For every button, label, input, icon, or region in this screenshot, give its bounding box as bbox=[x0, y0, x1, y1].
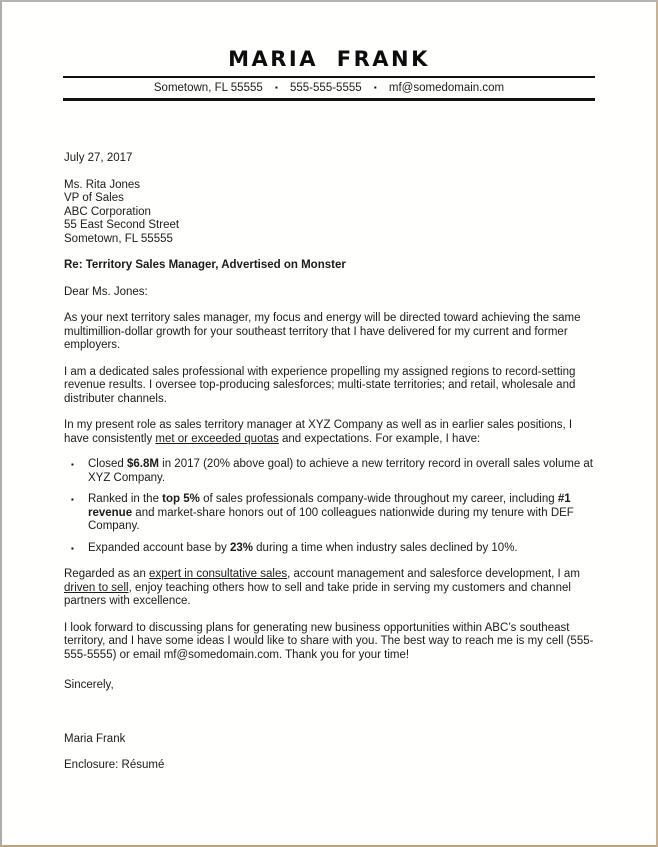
underline-run: met or exceeded quotas bbox=[155, 432, 279, 445]
bullet-text bbox=[88, 542, 594, 556]
header-rule-top bbox=[63, 76, 595, 78]
body-paragraph bbox=[64, 622, 594, 663]
text-run: , enjoy teaching others how to sell and take pride in serving my customers and channel partners with excellence. bbox=[64, 581, 571, 607]
text-run: Expanded account base by bbox=[88, 541, 230, 554]
text-run: in 2017 (20% above goal) to achieve a new territory record in overall sales volume at XYZ Company. bbox=[88, 458, 594, 484]
contact-line bbox=[63, 80, 595, 96]
subject-line: Re: Territory Sales Manager, Advertised on Monster bbox=[64, 259, 346, 271]
letter-header bbox=[2, 46, 656, 101]
bullet-marker-icon: ▪ bbox=[71, 495, 74, 504]
bullet-item bbox=[64, 542, 594, 556]
body-paragraph bbox=[64, 366, 594, 407]
bold-run: 23% bbox=[229, 541, 253, 554]
bullet-separator-icon: ▪ bbox=[274, 83, 278, 92]
text-run: I am a dedicated sales professional with experience propelling my assigned regions to record-setting revenue results. I oversee top-producing salesforces; multi-state territories; and retail, wholesale and distributer channels. bbox=[64, 365, 576, 405]
bullet-text bbox=[88, 493, 594, 534]
bullet-text bbox=[88, 458, 594, 485]
bold-run: top 5% bbox=[162, 493, 200, 505]
contact-phone: 555-555-5555 bbox=[290, 82, 362, 94]
text-run: and market-share honors out of 100 colleagues nationwide during my tenure with DEF Company. bbox=[88, 506, 574, 532]
bullet-item bbox=[64, 458, 594, 485]
bullet-marker-icon: ▪ bbox=[71, 543, 74, 553]
recipient-name: Ms. Rita Jones bbox=[64, 178, 141, 191]
bold-run: #1 revenue bbox=[88, 493, 571, 519]
letter-body-container bbox=[64, 152, 594, 773]
text-run: Ranked in the bbox=[88, 493, 163, 505]
letter-date: July 27, 2017 bbox=[64, 152, 133, 164]
recipient-address bbox=[64, 179, 594, 247]
bullet-item bbox=[64, 493, 594, 534]
signature-name: Maria Frank bbox=[64, 732, 126, 745]
body-paragraph bbox=[64, 568, 594, 609]
bold-run: $6.8M bbox=[127, 458, 159, 470]
underline-run: expert in consultative sales bbox=[149, 568, 288, 580]
bullet-list bbox=[64, 458, 594, 555]
text-run: and expectations. For example, I have: bbox=[278, 432, 481, 445]
recipient-street: 55 East Second Street bbox=[64, 219, 180, 231]
body-paragraph bbox=[64, 312, 594, 353]
underline-run: driven to sell bbox=[64, 581, 129, 594]
text-run: I look forward to discussing plans for generating new business opportunities within ABC’s southeast territory, and I have some ideas I would like to share with you. The best way to reach me is my cell (555-555-5555) or email mf@somedomain.com. Thank you for your time! bbox=[64, 621, 594, 661]
text-run: during a time when industry sales declined by 10%. bbox=[252, 541, 518, 554]
recipient-company: ABC Corporation bbox=[64, 205, 151, 218]
body-paragraph bbox=[64, 419, 594, 446]
contact-location: Sometown, FL 55555 bbox=[153, 82, 263, 94]
letter-body bbox=[64, 312, 594, 662]
contact-email: mf@somedomain.com bbox=[388, 82, 505, 94]
salutation: Dear Ms. Jones: bbox=[64, 285, 148, 298]
text-run: Closed bbox=[88, 458, 127, 470]
header-rule-bottom bbox=[63, 98, 595, 101]
closing: Sincerely, bbox=[64, 679, 114, 691]
enclosure-note: Enclosure: Résumé bbox=[64, 759, 165, 771]
text-run: , account management and salesforce development, I am bbox=[287, 568, 580, 580]
text-run: In my present role as sales territory manager at XYZ Company as well as in earlier sales positions, I have consistently bbox=[64, 419, 573, 445]
text-run: Regarded as an bbox=[64, 568, 150, 580]
text-run: As your next territory sales manager, my focus and energy will be directed toward achieving the same multimillion-dollar growth for your southeast territory that I have delivered for my current and former employers. bbox=[64, 312, 581, 351]
bullet-separator-icon: ▪ bbox=[373, 83, 377, 92]
bullet-marker-icon: ▪ bbox=[71, 460, 74, 469]
recipient-city: Sometown, FL 55555 bbox=[64, 232, 173, 245]
text-run: of sales professionals company-wide throughout my career, including bbox=[199, 493, 558, 505]
page-title: MARIA FRANK bbox=[228, 47, 430, 71]
recipient-title: VP of Sales bbox=[64, 192, 124, 204]
